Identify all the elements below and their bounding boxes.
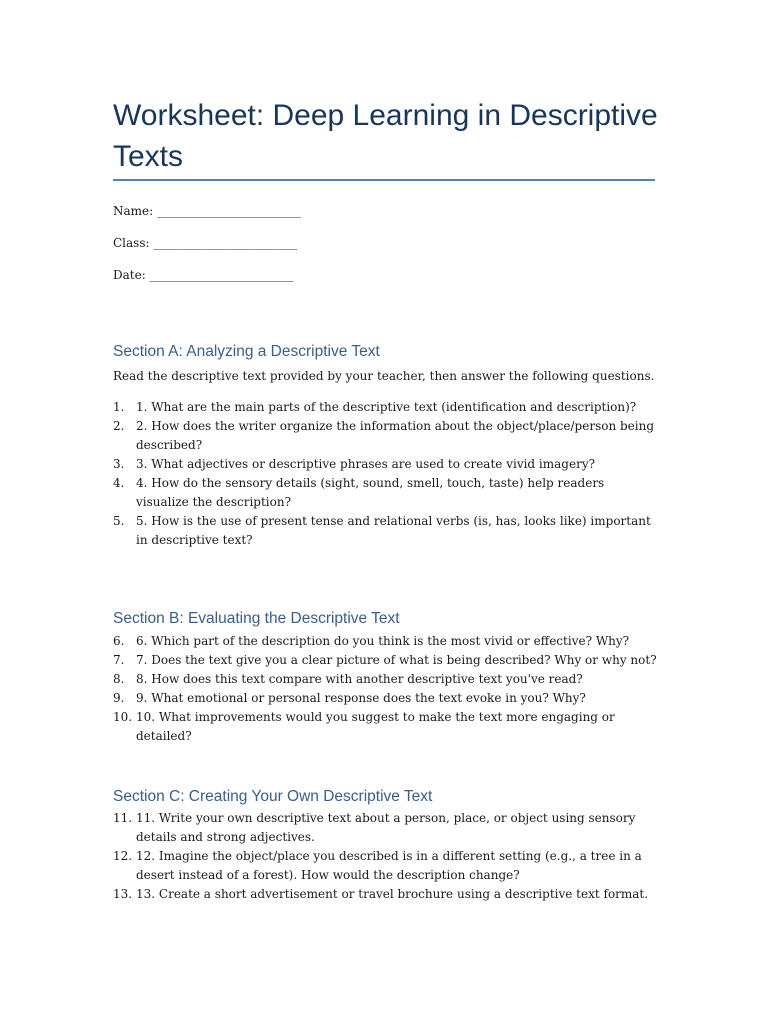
question-number: 2.: [113, 419, 125, 433]
question-number: 7.: [113, 653, 125, 667]
question-text: 8. How does this text compare with another descriptive text you've read?: [136, 672, 583, 686]
question-number: 11.: [113, 811, 133, 825]
list-item: [113, 651, 658, 670]
list-item: [113, 689, 658, 708]
section-b-heading: Section B: Evaluating the Descriptive Text: [113, 610, 400, 627]
date-field: Date: ________________________: [113, 268, 294, 282]
question-text: 1. What are the main parts of the descriptive text (identification and description)?: [136, 400, 637, 414]
question-text: 11. Write your own descriptive text about a person, place, or object using sensory details and strong adjectives.: [136, 811, 636, 844]
question-text: 4. How do the sensory details (sight, sound, smell, touch, taste) help readers visualize the description?: [136, 476, 605, 509]
list-item: [113, 474, 658, 512]
list-item: [113, 847, 658, 885]
question-number: 13.: [113, 887, 133, 901]
list-item: [113, 885, 658, 904]
question-number: 5.: [113, 514, 125, 528]
question-text: 9. What emotional or personal response does the text evoke in you? Why?: [136, 691, 586, 705]
section-a-intro: Read the descriptive text provided by your teacher, then answer the following questions.: [113, 369, 655, 383]
section-b-questions: [113, 632, 658, 746]
question-text: 13. Create a short advertisement or travel brochure using a descriptive text format.: [136, 887, 649, 901]
question-number: 4.: [113, 476, 125, 490]
question-number: 8.: [113, 672, 125, 686]
question-text: 10. What improvements would you suggest to make the text more engaging or detailed?: [136, 710, 615, 743]
question-number: 1.: [113, 400, 125, 414]
list-item: [113, 512, 658, 550]
section-a-heading: Section A: Analyzing a Descriptive Text: [113, 343, 380, 360]
question-text: 2. How does the writer organize the information about the object/place/person being described?: [136, 419, 655, 452]
question-number: 12.: [113, 849, 133, 863]
list-item: [113, 708, 658, 746]
question-text: 12. Imagine the object/place you described is in a different setting (e.g., a tree in a desert instead of a forest). How would the description change?: [136, 849, 642, 882]
list-item: [113, 455, 658, 474]
list-item: [113, 632, 658, 651]
list-item: [113, 398, 658, 417]
section-c-questions: [113, 809, 658, 904]
class-field: Class: ________________________: [113, 236, 298, 250]
name-field: Name: ________________________: [113, 204, 301, 218]
section-a-questions: [113, 398, 658, 550]
question-text: 6. Which part of the description do you think is the most vivid or effective? Why?: [136, 634, 630, 648]
worksheet-title: Worksheet: Deep Learning in Descriptive Texts: [113, 99, 658, 173]
list-item: [113, 670, 658, 689]
question-text: 5. How is the use of present tense and relational verbs (is, has, looks like) important in descriptive text?: [136, 514, 651, 547]
question-number: 3.: [113, 457, 125, 471]
list-item: [113, 417, 658, 455]
question-text: 3. What adjectives or descriptive phrases are used to create vivid imagery?: [136, 457, 596, 471]
section-c-heading: Section C: Creating Your Own Descriptive Text: [113, 788, 433, 805]
question-text: 7. Does the text give you a clear picture of what is being described? Why or why not?: [136, 653, 657, 667]
question-number: 10.: [113, 710, 133, 724]
list-item: [113, 809, 658, 847]
title-underline: [113, 179, 655, 181]
question-number: 6.: [113, 634, 125, 648]
question-number: 9.: [113, 691, 125, 705]
